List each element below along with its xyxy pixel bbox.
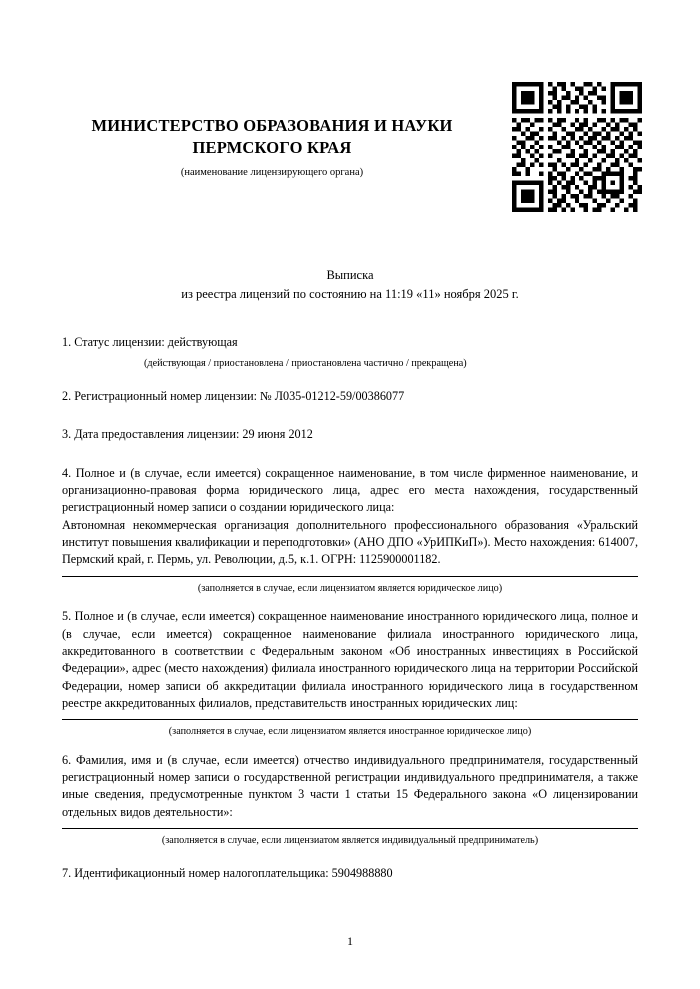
ministry-name-line2: ПЕРМСКОГО КРАЯ bbox=[192, 138, 352, 158]
item-status: 1. Статус лицензии: действующая bbox=[62, 335, 238, 350]
qr-code-image bbox=[512, 82, 642, 212]
qr-code bbox=[512, 82, 642, 212]
item-registration-number: 2. Регистрационный номер лицензии: № Л035-01212-59/00386077 bbox=[62, 389, 405, 404]
item-legal-entity-label: 4. Полное и (в случае, если имеется) сокращенное наименование, в том числе фирменное наименование, и организационно-правовая форма юридического лица, адрес его места нахождения, государственный регистрационный номер записи о создании юридического лица: bbox=[62, 465, 638, 515]
title-line-2: из реестра лицензий по состоянию на 11:19 «11» ноября 2025 г. bbox=[181, 286, 519, 301]
item-legal-entity-value: Автономная некоммерческая организация дополнительного профессионального образования «Уральский институт повышения квалификации и переподготовки» (АНО ДПО «УрИПКиП»). Место нахождения: 614007, Пермский край, г. Пермь, ул. Революции, д.5, к.1. ОГРН: 1125900001182. bbox=[62, 517, 638, 567]
item-foreign-entity-label: 5. Полное и (в случае, если имеется) сокращенное наименование иностранного юридического лица, полное и (в случае, если имеется) сокращенное наименование филиала иностранного юридического лица, аккредитованного в соответствии с Федеральным законом «Об иностранных инвестициях в Российской Федерации», адрес (место нахождения) филиала иностранного юридического лица на территории Российской Федерации, номер записи об аккредитации филиала иностранного юридического лица в государственном реестре аккредитованных филиалов, представительств иностранных юридических лиц: bbox=[62, 609, 638, 710]
title-line-1: Выписка bbox=[326, 267, 374, 282]
page-number: 1 bbox=[347, 934, 353, 948]
item-individual-entrepreneur-label: 6. Фамилия, имя и (в случае, если имеется) отчество индивидуального предпринимателя, государственный регистрационный номер записи о государственной регистрации индивидуального предпринимателя, а также иные сведения, предусмотренные пунктом 3 части 1 статьи 15 Федерального закона «О лицензировании отдельных видов деятельности»: bbox=[62, 752, 638, 819]
item-date-granted: 3. Дата предоставления лицензии: 29 июня 2012 bbox=[62, 427, 313, 442]
divider-foreign-entity bbox=[62, 719, 638, 720]
divider-individual-entrepreneur bbox=[62, 828, 638, 829]
licensing-authority-note: (наименование лицензирующего органа) bbox=[180, 166, 364, 178]
ministry-name-line1: МИНИСТЕРСТВО ОБРАЗОВАНИЯ И НАУКИ bbox=[91, 116, 453, 135]
item-legal-entity-note: (заполняется в случае, если лицензиатом является юридическое лицо) bbox=[197, 582, 503, 594]
item-status-note: (действующая / приостановлена / приостановлена частично / прекращена) bbox=[144, 357, 467, 369]
item-foreign-entity-note: (заполняется в случае, если лицензиатом является иностранное юридическое лицо) bbox=[168, 726, 532, 738]
divider-legal-entity bbox=[62, 576, 638, 577]
document-title bbox=[62, 266, 638, 305]
document-body bbox=[62, 334, 638, 883]
item-taxpayer-number: 7. Идентификационный номер налогоплательщика: 5904988880 bbox=[62, 866, 393, 881]
document-header bbox=[62, 115, 482, 178]
item-individual-entrepreneur-note: (заполняется в случае, если лицензиатом является индивидуальный предприниматель) bbox=[161, 834, 539, 846]
